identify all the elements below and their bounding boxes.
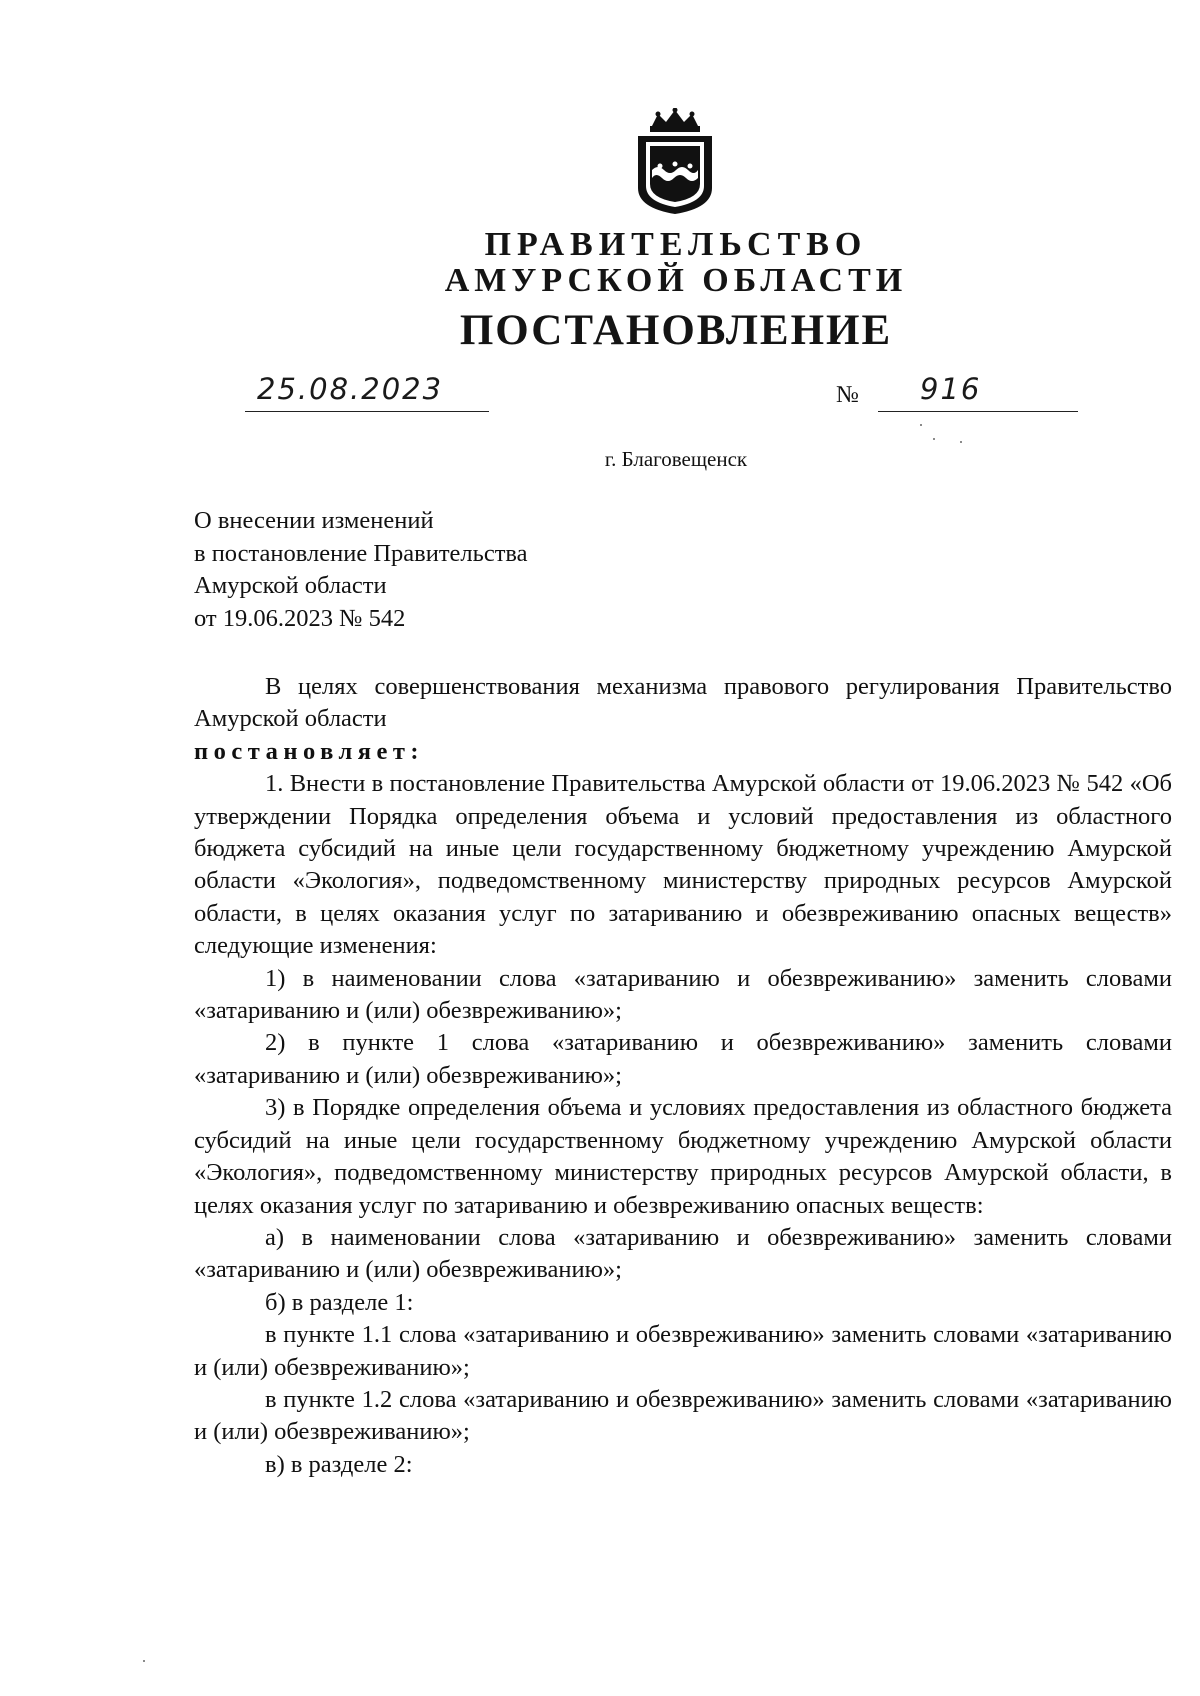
document-type-title: ПОСТАНОВЛЕНИЕ [459,307,893,354]
government-name-line2: АМУРСКОЙ ОБЛАСТИ [444,262,908,299]
document-number: 916 [920,372,982,406]
document-number-field [878,372,1078,412]
subject-line: Амурской области [194,572,387,599]
body-paragraph: в пункте 1.1 слова «затариванию и обезвреживанию» заменить словами «затариванию и (или) обезвреживанию»; [194,1321,1172,1381]
subject-line: О внесении изменений [194,507,434,534]
body-paragraph: а) в наименовании слова «затариванию и обезвреживанию» заменить словами «затариванию и (или) обезвреживанию»; [194,1223,1172,1284]
body-paragraph: в) в разделе 2: [265,1450,413,1478]
resolves-word: постановляет: [194,737,425,765]
subject-line: от 19.06.2023 № 542 [194,604,406,632]
body-paragraph: 2) в пункте 1 слова «затариванию и обезвреживанию» заменить словами «затариванию и (или) обезвреживанию»; [194,1029,1172,1089]
body-paragraph: в пункте 1.2 слова «затариванию и обезвреживанию» заменить словами «затариванию и (или) обезвреживанию»; [194,1385,1172,1446]
body-paragraph: 1. Внести в постановление Правительства Амурской области от 19.06.2023 № 542 «Об утверждении Порядка определения объема и условий предоставления из областного бюджета субсидий на иные цели государственному бюджетному учреждению Амурской области «Экология», подведомственному министерству природных ресурсов Амурской области, в целях оказания услуг по затариванию и обезвреживанию опасных веществ» следующие изменения: [194,770,1172,960]
number-underline [878,411,1078,412]
document-date-field [245,372,489,412]
number-sign: № [836,382,859,408]
subject-line: в постановление Правительства [194,539,528,567]
document-subject [194,505,528,635]
body-paragraph: 1) в наименовании слова «затариванию и обезвреживанию» заменить словами «затариванию и (или) обезвреживанию»; [194,964,1172,1025]
body-paragraph: б) в разделе 1: [265,1288,414,1316]
scan-speck [960,441,962,443]
scan-speck [143,1660,145,1662]
scan-speck [920,424,922,426]
intro-paragraph: В целях совершенствования механизма правового регулирования Правительство Амурской области [194,673,1172,733]
scan-speck [933,438,935,440]
body-paragraph: 3) в Порядке определения объема и условиях предоставления из областного бюджета субсидий на иные цели государственному бюджетному учреждению Амурской области «Экология», подведомственному министерству природных ресурсов Амурской области, в целях оказания услуг по затариванию и обезвреживанию опасных веществ: [194,1094,1172,1219]
date-underline [245,411,489,412]
city-name: г. Благовещенск [604,447,748,471]
government-name-line1: ПРАВИТЕЛЬСТВО [484,226,868,263]
document-body [194,671,1172,1481]
coat-of-arms-icon [630,108,720,216]
document-date: 25.08.2023 [257,372,444,406]
